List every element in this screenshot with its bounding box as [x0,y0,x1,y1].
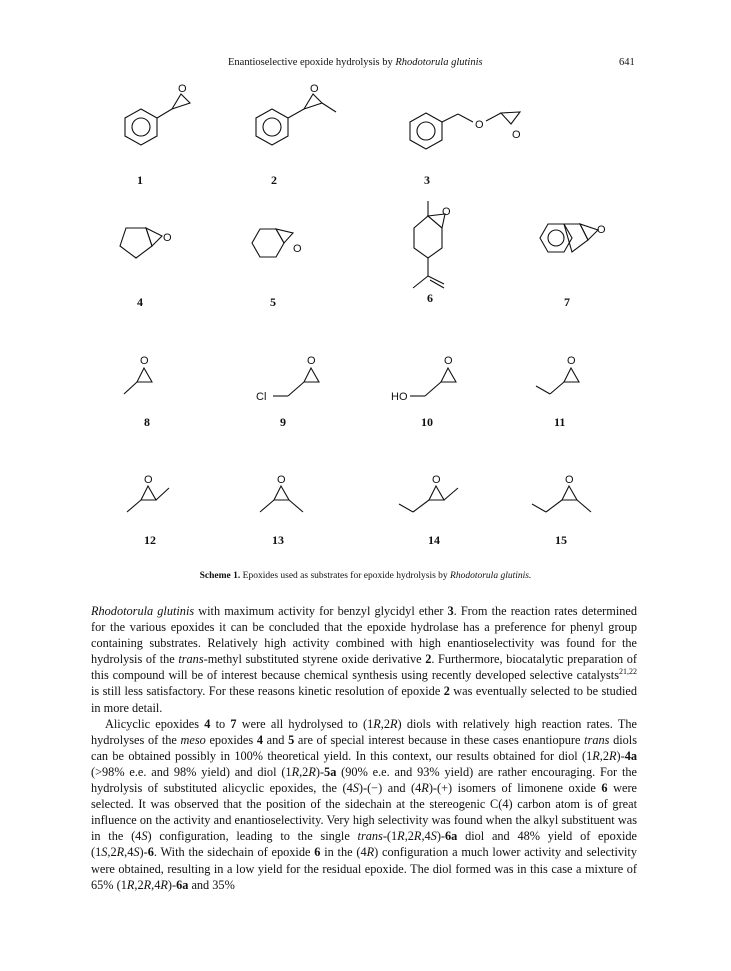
page-number: 641 [619,57,635,68]
compound-number-6: 6 [427,291,433,305]
compound-number-13: 13 [272,533,284,547]
structure-12 [127,474,169,547]
compound-number-15: 15 [555,533,567,547]
atom-o-3a: O [475,119,484,131]
caption-label: Scheme 1. [199,571,241,581]
structure-7 [540,224,606,309]
compound-number-2: 2 [271,173,277,187]
structure-9 [256,355,319,429]
atom-o-11: O [567,355,576,367]
atom-o-7: O [597,224,606,236]
structure-6 [413,201,451,305]
structure-10 [391,355,456,429]
structure-5 [252,229,302,309]
compound-number-7: 7 [564,295,570,309]
structure-15 [532,474,591,547]
atom-ho-10: HO [391,391,408,403]
compound-number-3: 3 [424,173,430,187]
atom-o-10: O [444,355,453,367]
citation-21-22: 21,22 [619,667,637,677]
paragraph-1: Rhodotorula glutinis with maximum activity for benzyl glycidyl ether 3. From the reaction rates determined for the various epoxides it can be concluded that the epoxide hydrolase has a preference for phenyl group containing substrates. Relatively high activity combined with high enantioselectivity was found for the hydrolysis of the trans-methyl substituted styrene oxide derivative 2. Furthermore, biocatalytic preparation of this compound will be of interest because chemical synthesis using recently developed selective catalysts$^{21,22}$ is still less satisfactory. For these reasons kinetic resolution of epoxide 2 was eventually selected to be studied in more detail. [91,604,637,715]
compound-number-14: 14 [428,533,440,547]
compound-number-5: 5 [270,295,276,309]
atom-o-14: O [432,474,441,486]
scheme-caption: Scheme 1. Epoxides used as substrates for epoxide hydrolysis by Rhodotorula glutinis. [199,571,532,581]
structure-1 [125,83,190,187]
atom-o-13: O [277,474,286,486]
compound-number-12: 12 [144,533,156,547]
structure-14 [399,474,458,547]
atom-o-6: O [442,206,451,218]
compound-number-4: 4 [137,295,143,309]
atom-o-1: O [178,83,187,95]
structure-3 [410,112,521,187]
running-header: Enantioselective epoxide hydrolysis by Rhodotorula glutinis [228,57,483,68]
atom-o-5: O [293,243,302,255]
atom-cl-9: Cl [256,391,267,403]
structure-2 [256,83,336,187]
structure-8 [124,355,152,429]
structure-11 [536,355,579,429]
atom-o-3b: O [512,129,521,141]
atom-o-8: O [140,355,149,367]
structure-4 [120,228,172,309]
compound-number-8: 8 [144,415,150,429]
atom-o-2: O [310,83,319,95]
compound-number-11: 11 [554,415,566,429]
atom-o-12: O [144,474,153,486]
body-text [91,603,637,893]
compound-number-1: 1 [137,173,143,187]
atom-o-4: O [163,232,172,244]
compound-number-9: 9 [280,415,286,429]
atom-o-15: O [565,474,574,486]
compound-number-10: 10 [421,415,433,429]
header-organism: Rhodotorula glutinis [395,57,483,68]
atom-o-9: O [307,355,316,367]
paragraph-2: Alicyclic epoxides 4 to 7 were all hydrolysed to (1R,2R) diols with relatively high reaction rates. The hydrolyses of the meso epoxides 4 and 5 are of special interest because in these cases enantiopure trans diols can be obtained possibly in 100% theoretical yield. In this context, our results obtained for diol (1R,2R)-4a (>98% e.e. and 98% yield) and diol (1R,2R)-5a (90% e.e. and 93% yield) are rather encouraging. For the hydrolysis of substituted alicyclic epoxides, the (4S)-(−) and (4R)-(+) isomers of limonene oxide 6 were selected. It was observed that the position of the sidechain at the stereogenic C(4) carbon atom is of great influence on the activity and enantioselectivity. Very high selectivity was found when the alkyl substituent was in the (4S) configuration, leading to the single trans-(1R,2R,4S)-6a diol and 48% yield of epoxide (1S,2R,4S)-6. With the sidechain of epoxide 6 in the (4R) configuration a much lower activity and selectivity were obtained, resulting in a low yield for the residual epoxide. The diol formed was in this case a mixture of 65% (1R,2R,4R)-6a and 35% [91,716,638,892]
structure-13 [260,474,303,547]
